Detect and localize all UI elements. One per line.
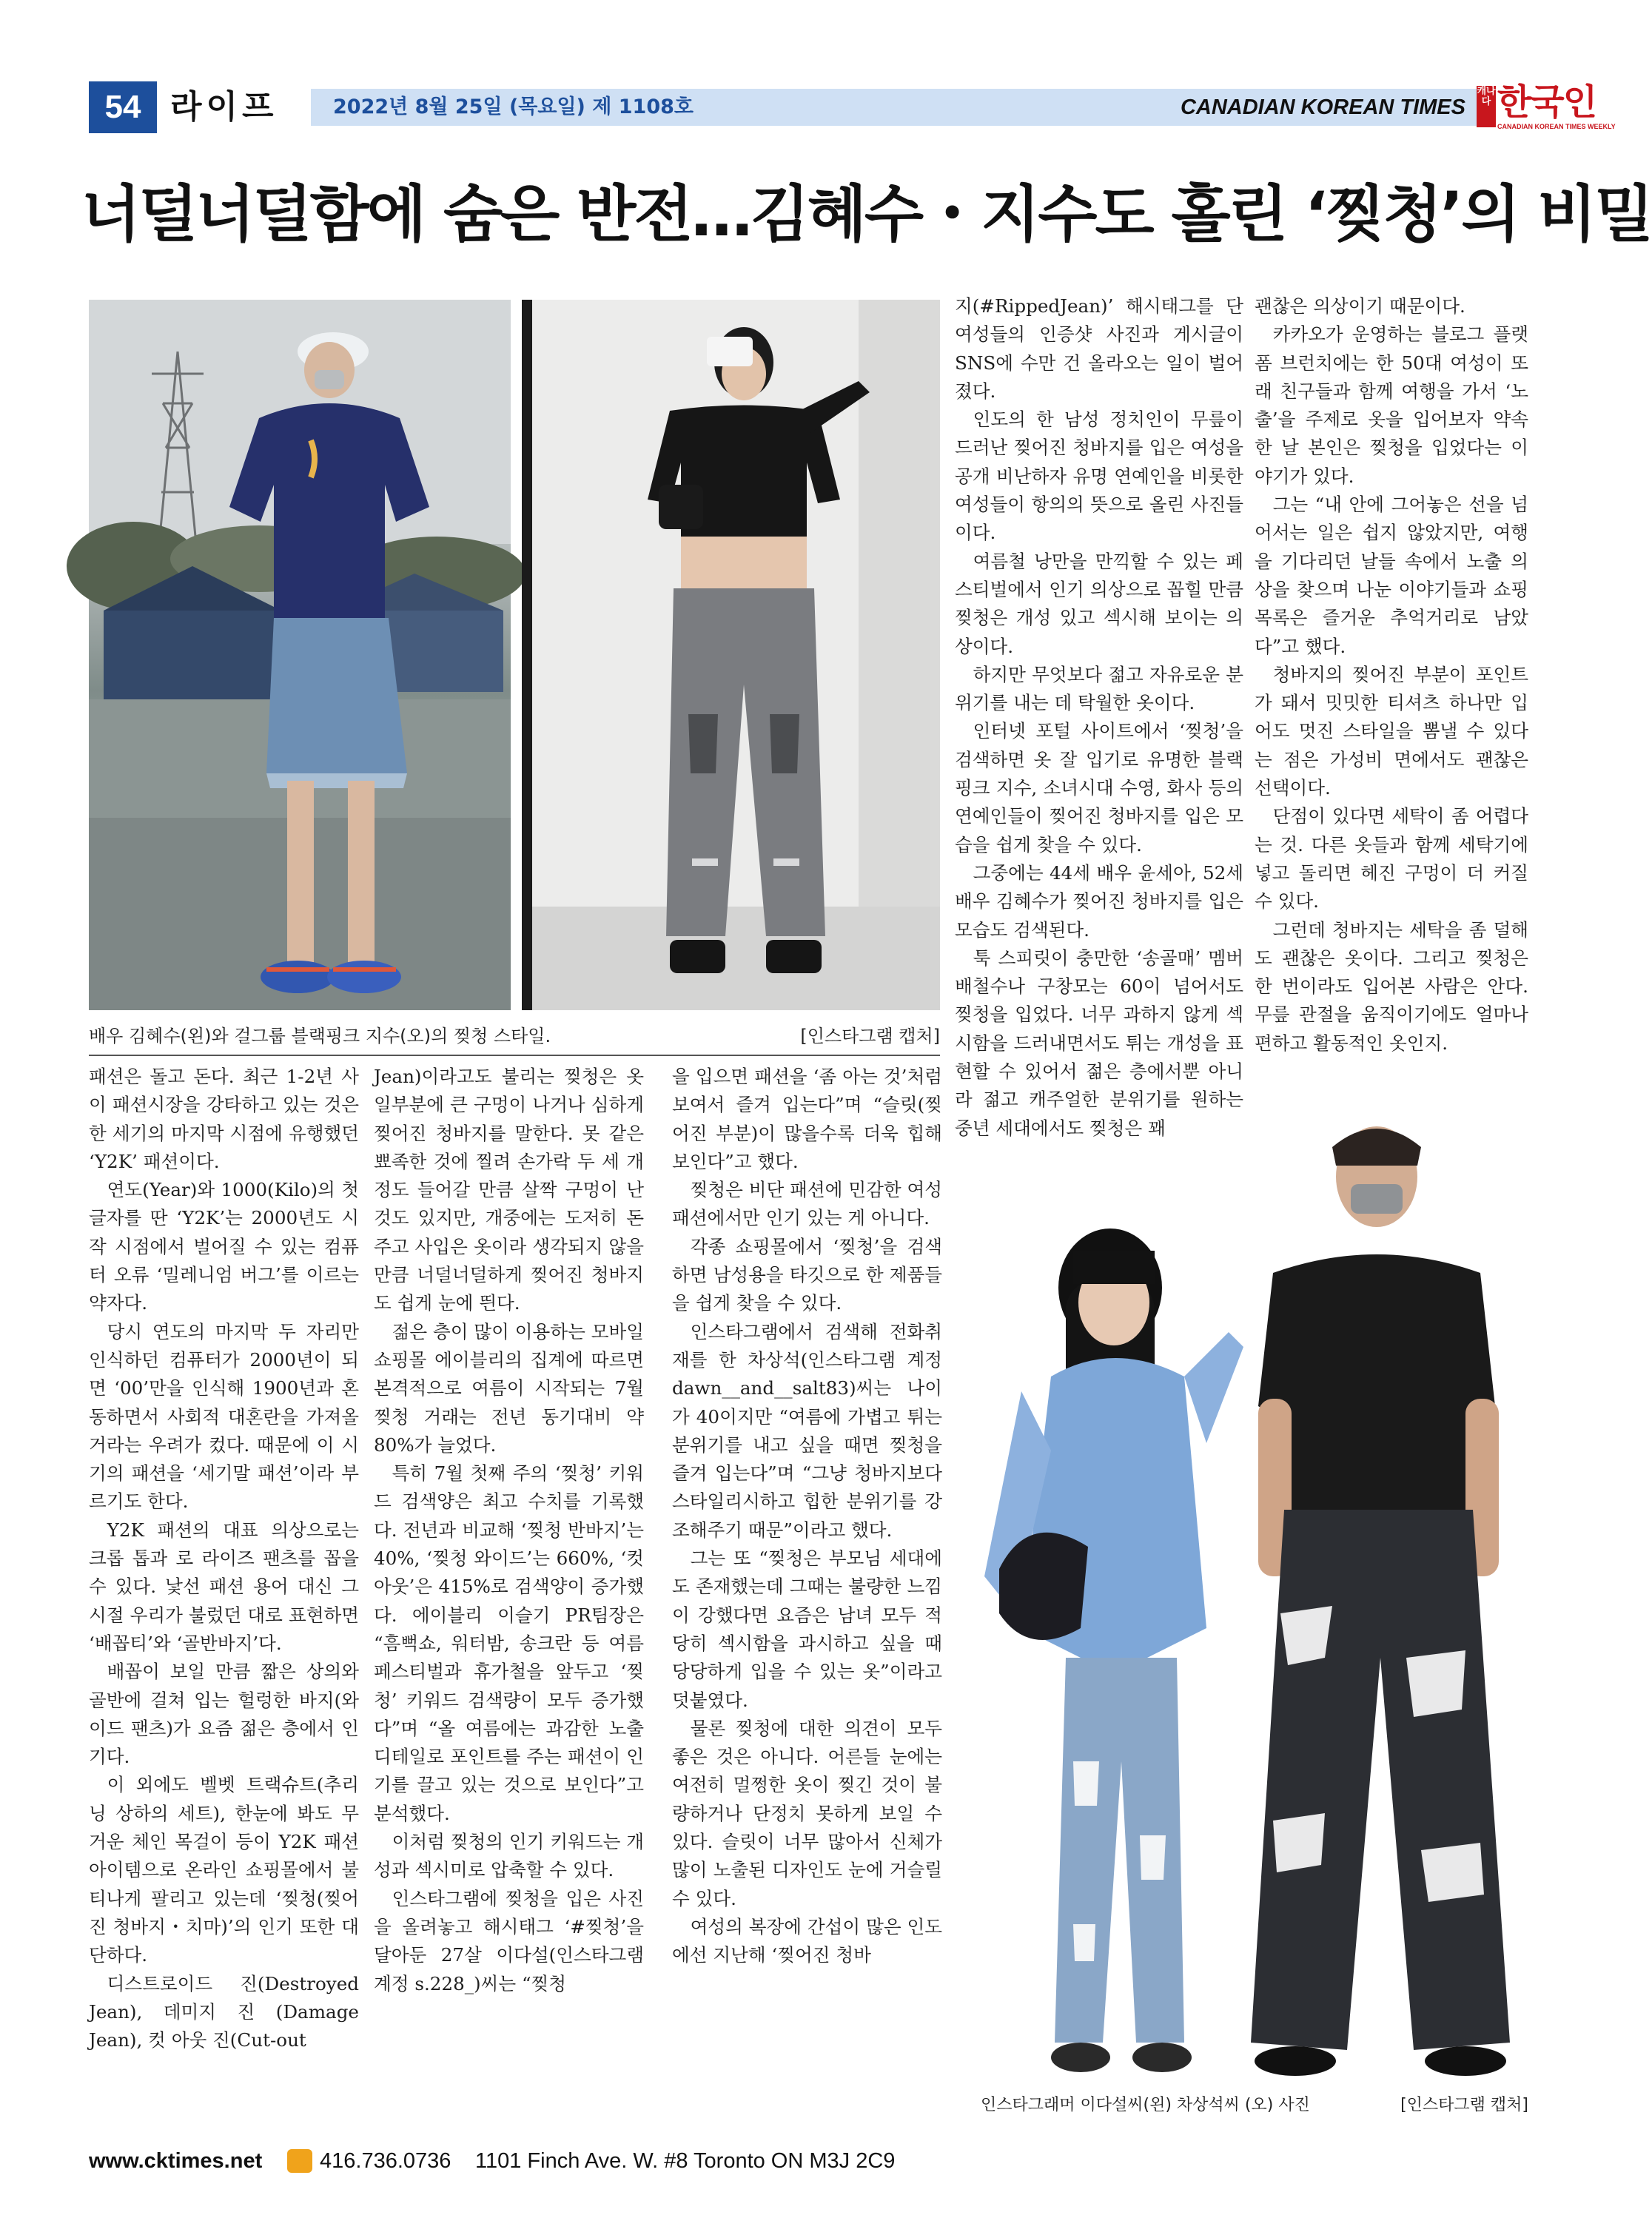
bottom-photo-caption [981,2091,1528,2120]
article-paragraph: 젊은 층이 많이 이용하는 모바일 쇼핑몰 에이블리의 집계에 따르면 본격적으로 여름이 시작되는 7월 찢청 거래는 전년 동기대비 약 80%가 늘었다. [374,1320,644,1456]
article-paragraph: 배꼽이 보일 만큼 짧은 상의와 골반에 걸쳐 입는 헐렁한 바지(와이드 팬츠)가 요즘 젊은 층에서 인기다. [89,1661,359,1768]
page-footer [89,2142,1532,2179]
phone-icon [287,2149,312,2173]
article-column-3 [672,1063,942,1970]
article-paragraph: 툭 스피릿이 충만한 ‘송골매’ 멤버 배철수나 구창모는 60이 넘어서도 찢청을 입었다. 너무 과하지 않게 섹시함을 드러내면서도 튀는 개성을 표현할 수 있어서 젊은 층에서뿐 아니라 젊고 캐주얼한 분위기를 원하는 중년 세대에서도 찢청은 꽤 [955,947,1243,1139]
article-paragraph: 당시 연도의 마지막 두 자리만 인식하던 컴퓨터가 2000년이 되면 ‘00’만을 인식해 1900년과 혼동하면서 사회적 대혼란을 가져올 거라는 우려가 컸다. 때문에 이 시기의 패션을 ‘세기말 패션’이라 부르기도 한다. [89,1320,359,1513]
top-photo-caption [89,1021,940,1051]
article-paragraph: 인스타그램에 찢청을 입은 사진을 올려놓고 해시태그 ‘#찢청’을 달아둔 27살 이다설(인스타그램 계정 s.228_)씨는 “찢청 [374,1887,644,1994]
bottom-photo-caption-text: 인스타그래머 이다설씨(왼) 차상석씨 (오) 사진 [981,2096,1310,2114]
bottom-photo-credit: [인스타그램 캡처] [1400,2096,1528,2114]
top-photo-caption-text: 배우 김혜수(왼)와 걸그룹 블랙핑크 지수(오)의 찢청 스타일. [89,1026,551,1046]
article-paragraph: 하지만 무엇보다 젊고 자유로운 분위기를 내는 데 탁월한 옷이다. [955,663,1243,714]
footer-phone: 416.736.0736 [320,2149,451,2173]
logo-wordmark: 한국인 [1497,81,1596,123]
article-paragraph: 그중에는 44세 배우 윤세아, 52세 배우 김혜수가 찢어진 청바지를 입은 모습도 검색된다. [955,861,1243,941]
paper-name: CANADIAN KOREAN TIMES [1180,95,1465,119]
page-number: 54 [89,81,157,133]
photo-jisoo-illustration [522,300,940,1010]
top-photo-credit: [인스타그램 캡처] [800,1026,940,1046]
article-paragraph: 연도(Year)와 1000(Kilo)의 첫 글자를 딴 ‘Y2K’는 2000년도 시작 시점에서 벌어질 수 있는 컴퓨터 오류 ‘밀레니엄 버그’를 이르는 약자다. [89,1179,359,1314]
article-paragraph: 그런데 청바지는 세탁을 좀 덜해도 괜찮은 옷이다. 그리고 찢청은 한 번이라도 입어본 사람은 안다. 무릎 관절을 움직이기에도 얼마나 편하고 활동적인 옷인지. [1255,918,1528,1054]
article-paragraph: 각종 쇼핑몰에서 ‘찢청’을 검색하면 남성용을 타깃으로 한 제품들을 쉽게 찾을 수 있다. [672,1235,942,1314]
article-paragraph: 여름철 낭만을 만끽할 수 있는 페스티벌에서 인기 의상으로 꼽힐 만큼 찢청은 개성 있고 섹시해 보이는 의상이다. [955,550,1243,657]
caption-divider [89,1055,940,1056]
article-column-1 [89,1063,359,2054]
article-paragraph: 청바지의 찢어진 부분이 포인트가 돼서 밋밋한 티셔츠 하나만 입어도 멋진 스타일을 뽐낼 수 있다는 점은 가성비 면에서도 괜찮은 선택이다. [1255,663,1528,799]
photo-instagrammers [962,1095,1547,2102]
section-title: 라이프 [170,88,278,126]
article-paragraph: 괜찮은 의상이기 때문이다. [1255,295,1465,317]
article-paragraph: 여성의 복장에 간섭이 많은 인도에선 지난해 ‘찢어진 청바 [672,1915,942,1966]
footer-website[interactable]: www.cktimes.net [89,2149,263,2173]
photo-jisoo [522,300,940,1010]
photo-kim-hye-soo-illustration [89,300,511,1010]
article-paragraph: 지(#RippedJean)’ 해시태그를 단 여성들의 인증샷 사진과 게시글이 SNS에 수만 건 올라오는 일이 벌어졌다. [955,295,1243,402]
article-paragraph: 을 입으면 패션을 ‘좀 아는 것’처럼 보여서 즐겨 입는다”며 “슬릿(찢어진 부분)이 많을수록 더욱 힙해 보인다”고 했다. [672,1066,942,1172]
page-header [74,81,1616,133]
logo-subtitle: CANADIAN KOREAN TIMES WEEKLY [1497,123,1616,130]
article-column-2 [374,1063,644,1998]
article-paragraph: 특히 7월 첫째 주의 ‘찢청’ 키워드 검색양은 최고 수치를 기록했다. 전년과 비교해 ‘찢청 반바지’는 40%, ‘찢청 와이드’는 660%, ‘컷아웃’은 415%로 검색양이 증가했다. 에이블리 이슬기 PR팀장은 “흠뻑쇼, 워터밤, 송크란 등 여름 페스티벌과 휴가철을 앞두고 ‘찢청’ 키워드 검색량이 모두 증가했다”며 “올 여름에는 과감한 노출 디테일로 포인트를 주는 패션이 인기를 끌고 있는 것으로 보인다”고 분석했다. [374,1462,644,1824]
article-paragraph: Y2K 패션의 대표 의상으로는 크롭 톱과 로 라이즈 팬츠를 꼽을 수 있다. 낯선 패션 용어 대신 그 시절 우리가 불렀던 대로 표현하면 ‘배꼽티’와 ‘골반바지’다. [89,1519,359,1654]
photo-instagrammers-illustration [962,1095,1547,2102]
article-paragraph: 이 외에도 벨벳 트랙슈트(추리닝 상하의 세트), 한눈에 봐도 무거운 체인 목걸이 등이 Y2K 패션 아이템으로 온라인 쇼핑몰에서 불티나게 팔리고 있는데 ‘찢청(찢어진 청바지・치마)’의 인기 또한 대단하다. [89,1774,359,1966]
article-paragraph: 그는 “내 안에 그어놓은 선을 넘어서는 일은 쉽지 않았지만, 여행을 기다리던 날들 속에서 노출 의상을 찾으며 나눈 이야기들과 쇼핑 목록은 즐거운 추억거리로 남았다”고 했다. [1255,494,1528,657]
paper-logo [1477,81,1614,133]
article-paragraph: 패션은 돌고 돈다. 최근 1-2년 사이 패션시장을 강타하고 있는 것은 한 세기의 마지막 시점에 유행했던 ‘Y2K’ 패션이다. [89,1066,359,1172]
article-paragraph: 물론 찢청에 대한 의견이 모두 좋은 것은 아니다. 어른들 눈에는 여전히 멀쩡한 옷이 찢긴 것이 불량하거나 단정치 못하게 보일 수 있다. 슬릿이 너무 많아서 신체가 많이 노출된 디자인도 눈에 거슬릴 수 있다. [672,1717,942,1909]
article-paragraph: Jean)이라고도 불리는 찢청은 옷 일부분에 큰 구멍이 나거나 심하게 찢어진 청바지를 말한다. 못 같은 뾰족한 것에 찔려 손가락 두 세 개 정도 들어갈 만큼 살짝 구멍이 난 것도 있지만, 개중에는 도저히 돈 주고 사입은 옷이라 생각되지 않을 만큼 너덜너덜하게 찢어진 청바지도 쉽게 눈에 띈다. [374,1066,644,1314]
article-paragraph: 인도의 한 남성 정치인이 무릎이 드러난 찢어진 청바지를 입은 여성을 공개 비난하자 유명 연예인을 비롯한 여성들이 항의의 뜻으로 올린 사진들이다. [955,409,1243,544]
issue-date: 2022년 8월 25일 (목요일) 제 1108호 [333,95,694,118]
article-paragraph: 찢청은 비단 패션에 민감한 여성 패션에서만 인기 있는 게 아니다. [672,1179,942,1229]
article-paragraph: 인스타그램에서 검색해 전화취재를 한 차상석(인스타그램 계정 dawn__and__salt83)씨는 나이가 40이지만 “여름에 가볍고 튀는 분위기를 내고 싶을 때면 찢청을 즐겨 입는다”며 “그냥 청바지보다 스타일리시하고 힙한 분위기를 강조해주기 때문”이라고 했다. [672,1320,942,1541]
article-headline: 너덜너덜함에 숨은 반전…김혜수・지수도 홀린 ‘찢청’의 비밀 [81,178,1652,250]
footer-address: 1101 Finch Ave. W. #8 Toronto ON M3J 2C9 [475,2149,896,2173]
article-paragraph: 이처럼 찢청의 인기 키워드는 개성과 섹시미로 압축할 수 있다. [374,1831,644,1881]
article-column-4 [955,292,1243,1143]
article-paragraph: 인터넷 포털 사이트에서 ‘찢청’을 검색하면 옷 잘 입기로 유명한 블랙핑크 지수, 소녀시대 수영, 화사 등의 연예인들이 찢어진 청바지를 입은 모습을 쉽게 찾을 수 있다. [955,720,1243,856]
article-paragraph: 그는 또 “찢청은 부모님 세대에도 존재했는데 그때는 불량한 느낌이 강했다면 요즘은 남녀 모두 적당히 섹시함을 과시하고 싶을 때 당당하게 입을 수 있는 옷”이라고 덧붙였다. [672,1547,942,1711]
article-column-5 [1255,292,1528,1058]
article-paragraph: 카카오가 운영하는 블로그 플랫폼 브런치에는 한 50대 여성이 또래 친구들과 함께 여행을 가서 ‘노출’을 주제로 옷을 입어보자 약속한 날 본인은 찢청을 입었다는 이야기가 있다. [1255,323,1528,487]
logo-side-label: 캐나다 [1477,86,1496,127]
article-paragraph: 단점이 있다면 세탁이 좀 어렵다는 것. 다른 옷들과 함께 세탁기에 넣고 돌리면 헤진 구멍이 더 커질 수 있다. [1255,805,1528,912]
photo-kim-hye-soo [89,300,511,1010]
article-paragraph: 디스트로이드 진(Destroyed Jean), 데미지 진 (Damage Jean), 컷 아웃 진(Cut-out [89,1972,359,2051]
